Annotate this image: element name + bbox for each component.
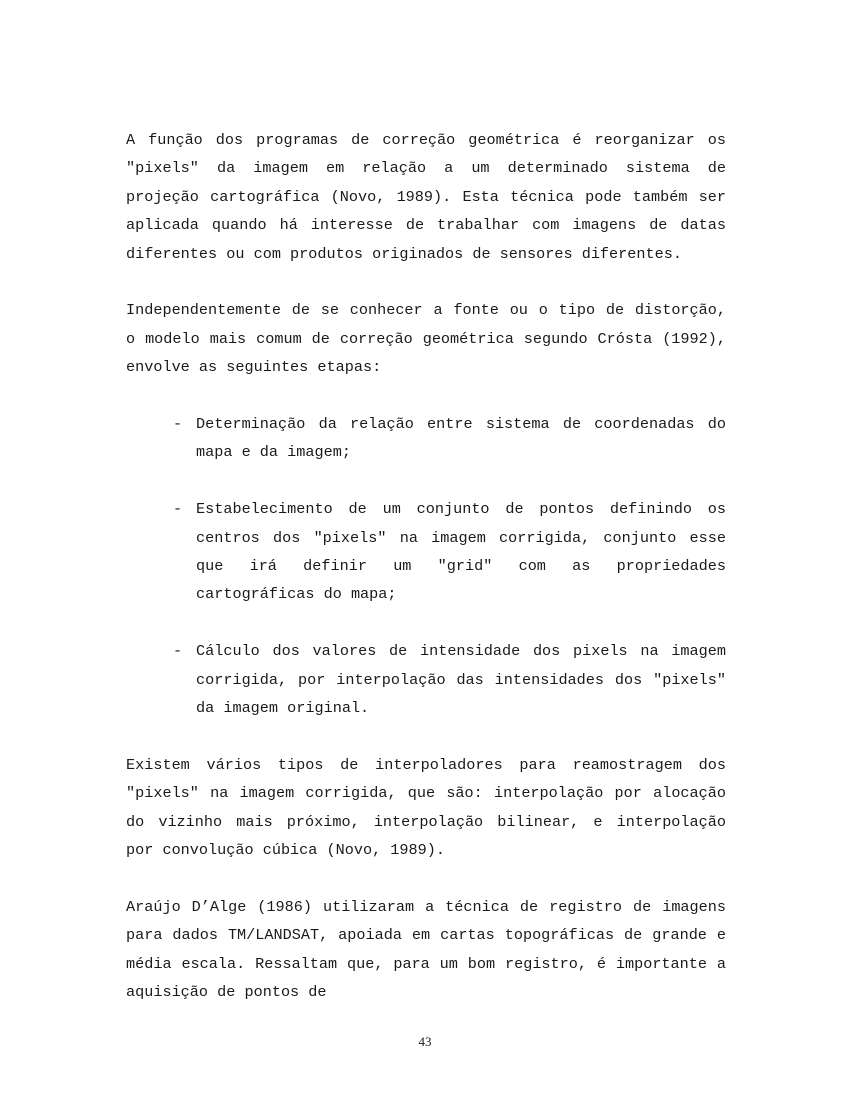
list-item <box>126 637 726 722</box>
paragraph-interpolators: Existem vários tipos de interpoladores para reamostragem dos "pixels" na imagem corrigida, que são: interpolação por alocação do vizinho mais próximo, interpolação bilinear, e interpolação por convolução cúbica (Novo, 1989). <box>126 755 726 860</box>
page-number: 43 <box>418 1034 432 1049</box>
list-item-text: Cálculo dos valores de intensidade dos pixels na imagem corrigida, por interpolação das intensidades dos "pixels" da imagem original. <box>196 642 726 718</box>
list-dash: - <box>173 642 183 661</box>
list-dash: - <box>173 500 183 519</box>
document-body <box>126 126 726 1035</box>
steps-list <box>126 410 726 722</box>
paragraph-registration: Araújo D’Alge (1986) utilizaram a técnica de registro de imagens para dados TM/LANDSAT, apoiada em cartas topográficas de grande e média escala. Ressaltam que, para um bom registro, é importante a aquisição de pontos de <box>126 897 726 1002</box>
list-dash: - <box>173 415 183 434</box>
list-item-text: Estabelecimento de um conjunto de pontos definindo os centros dos "pixels" na imagem corrigida, conjunto esse que irá definir um "grid" com as propriedades cartográficas do mapa; <box>196 500 726 604</box>
list-item <box>126 410 726 467</box>
paragraph-geometric-correction: A função dos programas de correção geométrica é reorganizar os "pixels" da imagem em relação a um determinado sistema de projeção cartográfica (Novo, 1989). Esta técnica pode também ser aplicada quando há interesse de trabalhar com imagens de datas diferentes ou com produtos originados de sensores diferentes. <box>126 131 726 263</box>
paragraph-correction-model: Independentemente de se conhecer a fonte ou o tipo de distorção, o modelo mais comum de correção geométrica segundo Crósta (1992), envolve as seguintes etapas: <box>126 301 726 377</box>
list-item-text: Determinação da relação entre sistema de coordenadas do mapa e da imagem; <box>196 415 726 462</box>
list-item <box>126 495 726 609</box>
